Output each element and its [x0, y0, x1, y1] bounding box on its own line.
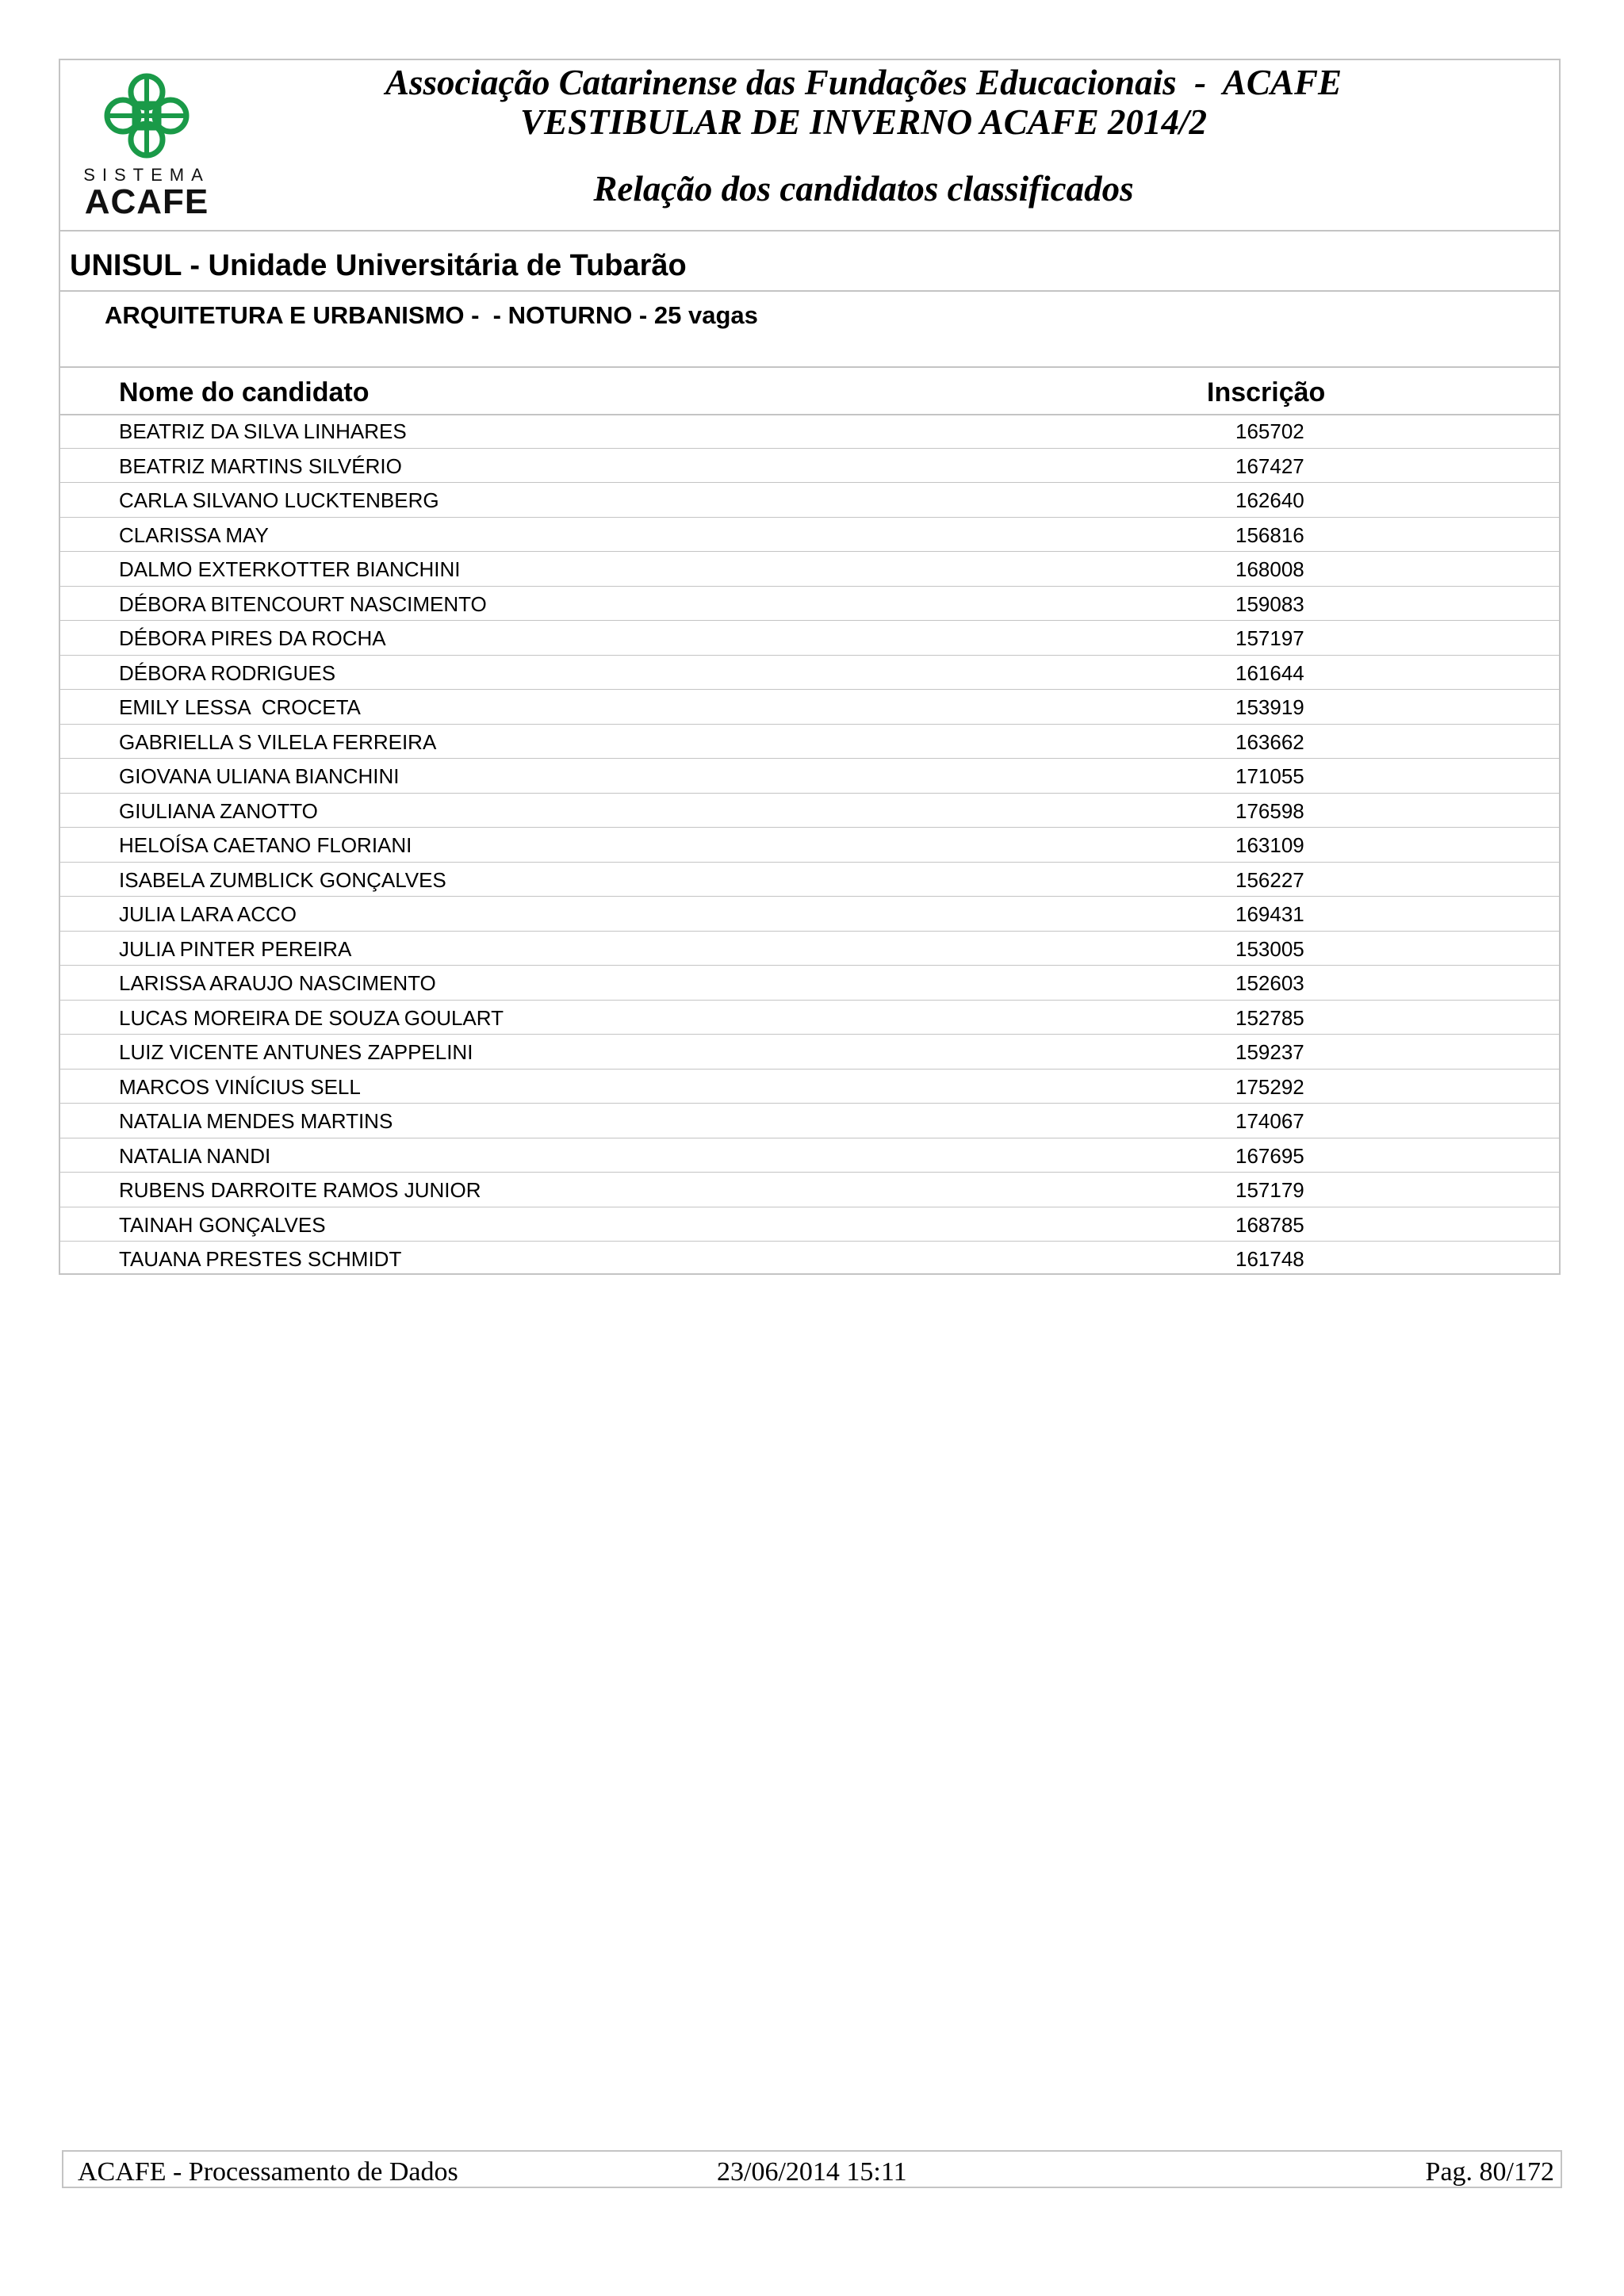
candidate-inscricao: 168785	[1235, 1212, 1304, 1237]
candidate-name: LUIZ VICENTE ANTUNES ZAPPELINI	[119, 1040, 473, 1064]
candidate-name: EMILY LESSA CROCETA	[119, 695, 361, 719]
candidate-inscricao: 161644	[1235, 660, 1304, 685]
exam-title: VESTIBULAR DE INVERNO ACAFE 2014/2	[519, 102, 1208, 142]
organization-title: Associação Catarinense das Fundações Educacionais - ACAFE	[385, 63, 1342, 102]
page-footer	[62, 2150, 1562, 2188]
candidate-inscricao: 162640	[1235, 488, 1304, 512]
header	[60, 60, 1559, 232]
candidate-inscricao: 176598	[1235, 798, 1304, 823]
candidate-name: DÉBORA RODRIGUES	[119, 660, 336, 685]
candidate-name: HELOÍSA CAETANO FLORIANI	[119, 833, 412, 857]
table-row	[60, 1104, 1559, 1138]
footer-department: ACAFE - Processamento de Dados	[78, 2157, 458, 2187]
candidate-name: RUBENS DARROITE RAMOS JUNIOR	[119, 1178, 481, 1202]
candidate-inscricao: 163109	[1235, 833, 1304, 857]
column-header-inscricao: Inscrição	[1207, 377, 1326, 408]
column-header-name: Nome do candidato	[119, 377, 370, 408]
table-row	[60, 1207, 1559, 1242]
table-row	[60, 621, 1559, 656]
institution-heading	[60, 230, 1559, 292]
footer-page-number: Pag. 80/172	[1425, 2157, 1554, 2187]
candidate-inscricao: 159237	[1235, 1040, 1304, 1064]
table-row	[60, 932, 1559, 966]
candidate-inscricao: 152785	[1235, 1005, 1304, 1030]
candidate-inscricao: 167427	[1235, 453, 1304, 478]
logo-sistema-text: SISTEMA	[83, 165, 210, 185]
candidate-inscricao: 169431	[1235, 902, 1304, 926]
table-row	[60, 552, 1559, 587]
table-row	[60, 449, 1559, 484]
candidate-name: MARCOS VINÍCIUS SELL	[119, 1074, 361, 1099]
table-row	[60, 1070, 1559, 1104]
candidate-inscricao: 157197	[1235, 626, 1304, 650]
candidate-inscricao: 171055	[1235, 764, 1304, 788]
candidate-inscricao: 163662	[1235, 729, 1304, 754]
candidate-name: BEATRIZ DA SILVA LINHARES	[119, 419, 407, 443]
candidate-name: GIOVANA ULIANA BIANCHINI	[119, 764, 400, 788]
candidate-table	[60, 414, 1559, 1276]
candidate-name: TAUANA PRESTES SCHMIDT	[119, 1247, 402, 1271]
course-heading	[60, 290, 1559, 368]
footer-timestamp: 23/06/2014 15:11	[717, 2157, 907, 2187]
candidate-name: CARLA SILVANO LUCKTENBERG	[119, 488, 439, 512]
candidate-inscricao: 159083	[1235, 591, 1304, 616]
table-row	[60, 828, 1559, 863]
list-title: Relação dos candidatos classificados	[593, 169, 1134, 209]
candidate-name: CLARISSA MAY	[119, 522, 269, 547]
candidate-name: LUCAS MOREIRA DE SOUZA GOULART	[119, 1005, 504, 1030]
candidate-name: GABRIELLA S VILELA FERREIRA	[119, 729, 437, 754]
table-row	[60, 656, 1559, 691]
table-row	[60, 1242, 1559, 1276]
logo-acafe-text: ACAFE	[84, 182, 209, 221]
candidate-name: GIULIANA ZANOTTO	[119, 798, 318, 823]
table-header	[60, 366, 1559, 415]
document-frame	[59, 59, 1561, 1275]
table-row	[60, 759, 1559, 794]
table-row	[60, 1035, 1559, 1070]
candidate-name: DÉBORA PIRES DA ROCHA	[119, 626, 386, 650]
candidate-inscricao: 174067	[1235, 1109, 1304, 1133]
table-row	[60, 725, 1559, 760]
candidate-inscricao: 152603	[1235, 971, 1304, 995]
table-row	[60, 690, 1559, 725]
candidate-inscricao: 175292	[1235, 1074, 1304, 1099]
table-row	[60, 863, 1559, 897]
candidate-name: ISABELA ZUMBLICK GONÇALVES	[119, 867, 446, 892]
table-row	[60, 518, 1559, 553]
candidate-inscricao: 156227	[1235, 867, 1304, 892]
table-row	[60, 483, 1559, 518]
candidate-inscricao: 167695	[1235, 1143, 1304, 1168]
candidate-inscricao: 165702	[1235, 419, 1304, 443]
candidate-name: DÉBORA BITENCOURT NASCIMENTO	[119, 591, 487, 616]
candidate-name: BEATRIZ MARTINS SILVÉRIO	[119, 453, 402, 478]
acafe-emblem-icon	[75, 71, 219, 166]
candidate-inscricao: 153919	[1235, 695, 1304, 719]
table-row	[60, 966, 1559, 1001]
candidate-name: NATALIA MENDES MARTINS	[119, 1109, 393, 1133]
candidate-name: JULIA PINTER PEREIRA	[119, 936, 352, 961]
candidate-inscricao: 153005	[1235, 936, 1304, 961]
table-row	[60, 794, 1559, 828]
candidate-name: NATALIA NANDI	[119, 1143, 271, 1168]
table-row	[60, 414, 1559, 449]
table-row	[60, 1138, 1559, 1173]
course-name: ARQUITETURA E URBANISMO - - NOTURNO - 25 vagas	[105, 301, 758, 329]
candidate-name: DALMO EXTERKOTTER BIANCHINI	[119, 557, 461, 581]
candidate-name: TAINAH GONÇALVES	[119, 1212, 326, 1237]
candidate-inscricao: 161748	[1235, 1247, 1304, 1271]
candidate-inscricao: 156816	[1235, 522, 1304, 547]
candidate-inscricao: 168008	[1235, 557, 1304, 581]
table-row	[60, 897, 1559, 932]
candidate-name: LARISSA ARAUJO NASCIMENTO	[119, 971, 436, 995]
table-row	[60, 1173, 1559, 1207]
institution-name: UNISUL - Unidade Universitária de Tubarão	[70, 249, 687, 282]
table-row	[60, 587, 1559, 622]
acafe-logo	[75, 71, 219, 222]
candidate-name: JULIA LARA ACCO	[119, 902, 297, 926]
table-row	[60, 1001, 1559, 1035]
candidate-inscricao: 157179	[1235, 1178, 1304, 1202]
